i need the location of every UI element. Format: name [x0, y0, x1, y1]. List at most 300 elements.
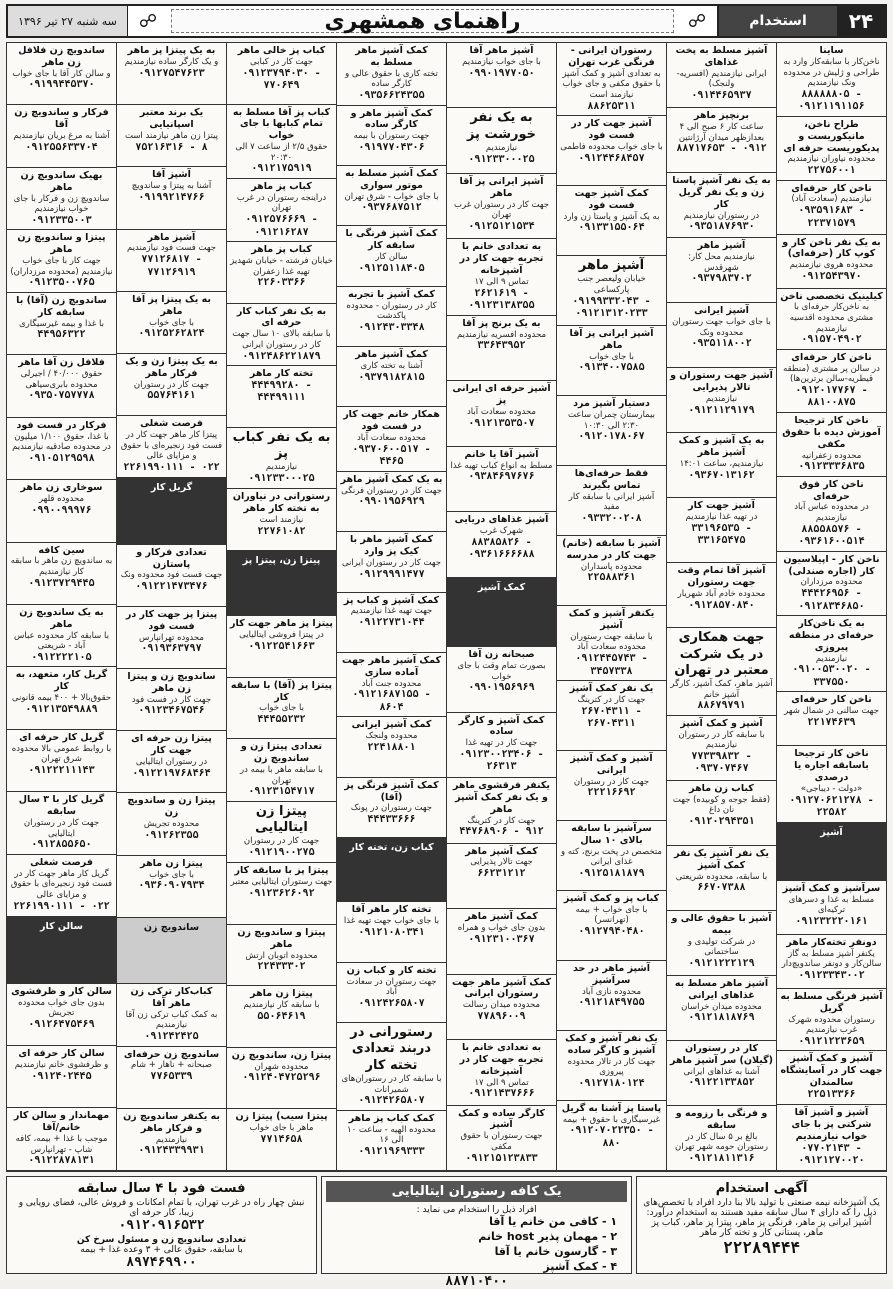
ad-title: ناخن کار - اپیلاسیون کار (اجاره صندلی): [783, 553, 880, 577]
ad-body: جهت فست فود نیازمندیم: [126, 243, 217, 254]
ad-body: آشنا به غذاهای ایرانی: [683, 1066, 760, 1077]
ad-phone: ۰۹۳۷۹۸۳۷۰۲: [691, 273, 752, 285]
ad-title: آشپز ماهر: [147, 231, 196, 243]
ad-title: به تعدادی خانم با تجربه جهت کار در آشپزخانه: [459, 241, 544, 277]
ad-phone: ۲۶۷۰۴۳۱۱ - ۲۶۷۰۴۳۱۱: [581, 705, 642, 730]
ad-title: آشپز و آشپز آقا شرکتی پز با جای خواب نیازمندیم: [791, 1107, 872, 1143]
classified-ad: [117, 43, 226, 105]
classified-ad: [667, 1041, 776, 1106]
ad-body: و یک کارگر ساده نیازمندیم: [124, 56, 219, 67]
ad-phone: ۰۹۱۲۵۲۶۲۸۲۴: [138, 328, 205, 340]
fastfood-phone: ۰۹۱۲۰۹۱۶۵۳۲: [118, 1218, 205, 1233]
classified-ad: [557, 751, 666, 821]
ad-title: به تعدادی خانم با تجربه جهت کار در آشپزخانه: [459, 1042, 544, 1077]
ad-title: به یک پیتزا پز آقا ماهر: [132, 293, 211, 317]
ad-title: به یک نفر خورشت پز: [466, 110, 537, 142]
ad-body: با جای خواب + بیمه (تهرانسر): [575, 904, 648, 926]
italian-positions: [326, 1215, 627, 1274]
classified-ad: [337, 43, 446, 106]
ad-body: محدوده نازی آباد: [581, 986, 642, 997]
ad-body: یکنفر آشپز مسلط به گاز سالن‌کار و دونفر ساندویچ‌دار: [781, 948, 882, 970]
ad-title: به یکنفر ساندویچ زن و فرکار ماهر: [123, 1110, 220, 1134]
ad-title: مهماندار و سالن کار خانم/آقا: [13, 1110, 110, 1134]
ad-title: آشپز ماهر مسلط به غذاهای ایرانی: [674, 977, 769, 1001]
ad-title: کمک آشپز ماهر با کیک پز وارد: [349, 534, 433, 557]
classified-ad: [227, 428, 336, 490]
classified-ad: [557, 116, 666, 186]
ad-phone: ۰۹۱۲۱۸۴۹۷۵۵: [578, 997, 645, 1009]
classified-ad: [557, 891, 666, 961]
ad-body: جهت رستوران در پونک: [350, 803, 433, 814]
ad-phone: ۰۹۱۲۳۳۴۳۰۰۲: [798, 969, 865, 981]
ad-title: رستورانی در دربند تعدادی تخته کار: [350, 1025, 433, 1073]
ad-body: جهت رستوران با حقوق مکفی: [460, 1131, 543, 1152]
ad-phone: ۰۹۱۲۱۳۵۳۵۰۷: [468, 417, 535, 429]
ad-title: کمک آشپز جهت فست فود: [574, 188, 649, 211]
classified-ad: [447, 447, 556, 512]
ad-phone: ۸۸۷۱۷۶۵۳ - ۰۹۱۲: [676, 143, 767, 155]
ad-body: با سابقه کار محدوده عباس آباد - شریعتی: [14, 630, 109, 652]
classified-ad: [447, 713, 556, 778]
classified-ad: [7, 984, 116, 1046]
classified-ad: [227, 986, 336, 1048]
classified-ad: [447, 975, 556, 1040]
ad-phone: ۲۲۶۰۳۳۶۶: [257, 277, 306, 289]
classified-ad: [227, 304, 336, 367]
classified-ad: [667, 846, 776, 911]
ad-title: گریل کار با ۳ سال سابقه: [18, 794, 105, 818]
classified-ad: [447, 239, 556, 315]
ad-phone: ۰۹۱۲۲۸۷۸۱۳۱: [28, 1155, 95, 1167]
ad-phone: ۰۹۱۲۵۵۶۳۳۷۰۴: [25, 141, 98, 153]
classified-ad: [777, 935, 886, 989]
ad-title: آشپز ماهر: [578, 258, 645, 274]
ad-phone: ۰۹۱۲۱۹۰۰۲۷۵: [248, 846, 315, 858]
ad-body: با جای خواب: [589, 351, 634, 362]
classified-ad: [777, 117, 886, 181]
classified-ad: [557, 1031, 666, 1101]
classified-ad: [777, 350, 886, 413]
ad-title: ناخن کار حرفه‌ای: [791, 351, 872, 363]
ad-title: دونفر تخته‌کار ماهر: [786, 936, 877, 948]
ad-column: [7, 43, 116, 1171]
fastfood-title: فست فود با ۴ سال سابقه: [77, 1181, 246, 1196]
classified-ad: [227, 242, 336, 304]
classified-ad: [337, 1023, 446, 1111]
ad-body: با جای خواب: [259, 703, 304, 714]
ad-title: پیتزا زن ایتالیایی: [255, 803, 308, 835]
ad-title: و فرنگی با رزومه و سابقه: [675, 1107, 768, 1131]
ad-phone: ۲۲۶۱۹۹۰۱۱۱ - ۰۲۲: [13, 900, 110, 912]
classified-ad: [777, 1051, 886, 1105]
category-banner: [7, 917, 116, 983]
ad-phone: ۲۲۴۳۳۳۰۲: [257, 961, 306, 973]
ad-phone: ۰۹۱۴۴۶۵۹۳۷: [691, 90, 752, 101]
ad-phone: ۰۹۱۲۱۰۸۰۳۴۱: [358, 926, 425, 938]
classified-ad: [227, 1109, 336, 1171]
classified-ad: [667, 303, 776, 368]
ad-phone: ۰۷۷۰۲۱۴۳ - ۰۹۱۲۱۲۷۰۰۲۰: [798, 1142, 865, 1167]
ad-phone: ۰۹۱۲۳۷۲۹۴۴۵: [28, 577, 95, 589]
classified-ad: [777, 43, 886, 117]
ad-title: کمک آشپز: [477, 581, 526, 593]
classified-ad: [337, 717, 446, 777]
ad-title: آشپز آقا: [152, 169, 191, 181]
ad-title: ساندویچ زن: [143, 921, 200, 933]
ad-title: کمک آشپز ماهر و کارگر ساده: [350, 107, 433, 131]
ad-body: به ناخن‌کار حرفه‌ای با مشتری محدوده اقدسیه نیازمندیم: [789, 302, 874, 334]
classified-ad: [7, 1108, 116, 1171]
ad-phone: ۷۷۳۳۹۸۳۲ - ۰۹۳۷۰۷۴۶۷: [691, 750, 752, 775]
ad-title: آشپز جهت کار: [688, 500, 755, 512]
ad-phone: ۰۹۱۲۱۵۱۲۳۸۳۳: [465, 1152, 538, 1164]
ad-body: و سالن کار آقا با جای خواب: [12, 68, 111, 79]
agahi-ad: [636, 1176, 887, 1274]
ad-phone: ۰۹۱۲۱۳۵۴۹۸۸۹: [25, 703, 98, 715]
classified-ad: [227, 489, 336, 551]
ad-phone: ۰۹۳۵۰۷۵۷۷۷۸: [28, 390, 95, 402]
ad-phone: ۷۷۶۵۳۳۹: [150, 1071, 193, 1083]
ad-body: محدوده تجریش: [143, 819, 200, 830]
classified-ad: [337, 963, 446, 1023]
classified-ad: [117, 856, 226, 918]
ad-title: فقط حرفه‌ای‌ها تماس بگیرند: [574, 468, 649, 491]
ad-title: یکنفر فرقشوی ماهر و یک نفر کمک آشپز ماهر: [453, 780, 550, 815]
position-item: ۲ - مهمان پذیر host خانم: [478, 1229, 618, 1243]
ad-title: پیتزا زن حرفه ای جهت کار: [131, 733, 212, 757]
ad-body: جهت کار در رستوران: [243, 836, 320, 847]
ad-body: جهت تالار پذیرایی: [470, 857, 533, 868]
ad-phone: ۷۷۱۲۶۸۱۷ - ۷۷۱۲۶۹۱۹: [141, 254, 202, 278]
ad-phone: ۰۹۱۲۵۱۸۱۸۷۹: [578, 867, 645, 879]
ad-phone: ۰۹۳۶۰۹۰۷۹۳۴: [138, 880, 205, 892]
ad-title: ناخن کار ترجیحا باسابقه اجاره یا درصدی: [794, 748, 869, 784]
ad-phone: ۰۹۱۳۴۰۰۷۵۸۵: [578, 362, 645, 374]
ad-body: جهت تهیه غذا نیازمندیم: [350, 606, 433, 617]
ad-phone: ۶۶۲۳۱۲۱۲: [477, 868, 526, 880]
classified-ad: [667, 433, 776, 498]
ad-body: نیازمند است: [259, 514, 304, 525]
classified-ad: [447, 381, 556, 446]
ad-title: کمک آشپز با تجربه: [348, 288, 435, 300]
ad-body: (فقط جوجه و کوبیده) جهت نان داغ: [672, 794, 771, 816]
ad-phone: ۰۹۳۶۷۰۱۳۱۶۲: [688, 469, 755, 481]
classified-ad: [337, 347, 446, 407]
ad-phone: ۰۹۱۲۵۴۳۹۷۰: [801, 270, 862, 282]
ad-title: به یک آشپز و کمک آشپز ماهر: [678, 435, 765, 459]
ad-title: به یک نفر ناخن کار و کوپ کار (حرفه‌ای): [782, 236, 881, 260]
ad-title: ناخن کار حرفه‌ای: [791, 182, 872, 194]
ad-title: کباب پز و کمک آشپز: [563, 892, 660, 904]
ad-title: سالن کار: [40, 921, 83, 933]
ad-title: تعدادی پیتزا زن و ساندویچ زن: [240, 741, 323, 765]
ad-body: محدوده میدان خراسان: [681, 1001, 762, 1012]
ad-body: با جای خواب جهت تهیه غذا: [343, 916, 440, 927]
classified-ad: [337, 593, 446, 653]
ad-body: تماس ۹ الی ۱۷: [474, 1077, 529, 1088]
italian-phone: ۸۸۷۱۰۴۰۰: [445, 1274, 508, 1289]
ad-title: کباب پز خالی ماهر: [237, 45, 326, 56]
ad-body: جهت کار در کبابی: [250, 56, 313, 67]
classified-ad: [777, 289, 886, 350]
ad-phone: ۰۹۱۲۲۷۳۱۰۴۴: [358, 617, 425, 628]
ad-phone: ۰۹۱۲۲۵۴۱۶۶۳: [248, 640, 315, 652]
classified-ad: [7, 105, 116, 167]
ad-phone: ۰۹۳۷۹۱۸۲۸۱۵: [358, 371, 425, 383]
ad-body: با جای خواب نیازمندیم: [462, 56, 541, 67]
ad-phone: ۵۵۷۶۴۱۶۱: [147, 390, 196, 402]
classified-ad: [667, 238, 776, 303]
ad-title: کار در رستوران (گیلان) سر آشپز ماهر: [670, 1042, 773, 1066]
classified-ad: [557, 186, 666, 256]
fastfood-ad: [6, 1176, 317, 1274]
classified-ad: [777, 181, 886, 235]
classified-ad: [557, 606, 666, 681]
sandwich-title: تعدادی ساندویچ زن و مسئول سرخ کن: [76, 1235, 247, 1245]
ad-phone: ۴۴۴۵۵۲۳۲: [257, 714, 306, 726]
ad-title: تخته کار ماهر: [249, 368, 314, 380]
classified-ad: [337, 226, 446, 286]
ad-phone: ۰۹۱۲۶۲۳۵۵: [144, 829, 199, 841]
classified-ad: [7, 230, 116, 293]
ad-body: محدوده ولنجک: [365, 731, 418, 742]
ad-body: به یک آشپز و پاستا زن وارد: [563, 211, 660, 222]
ad-phone: ۴۴۷۶۸۹۰۶ - ۹۱۲: [459, 826, 544, 838]
ad-title: ساندویچ زن (آقا) با سابقه کار: [16, 294, 107, 318]
ad-title: یک نفر آشپز و کمک آشپز و کارگر ساده: [565, 1032, 658, 1056]
ad-body: بصورت تمام وقت با جای خواب: [457, 661, 546, 682]
ad-body: خیابان فرشته - خیابان شهدیز تهیه غذا زعفران: [230, 255, 333, 277]
category-banner: [117, 918, 226, 984]
ad-body: محدوده افسریه نیازمندیم: [456, 329, 547, 340]
classified-ad: [337, 166, 446, 226]
ad-phone: ۳۳۶۴۳۹۵۲: [477, 340, 526, 352]
ad-body: در شرکت تولیدی و ساختمانی: [687, 936, 756, 958]
ad-phone: ۰۹۱۲۳۰۰۲۳۴۰۶ - ۲۶۳۱۳: [459, 748, 544, 773]
ad-body: پیتزا کار ماهر جهت کار در فست فود زنجیره‌ای با حقوق و مزایای عالی: [120, 430, 223, 462]
ad-phone: ۸۸۶۲۵۳۱۱: [587, 100, 636, 112]
ad-phone: ۸۸۳۸۵۸۲۶ - ۰۹۳۶۱۶۶۶۶۸۸: [468, 536, 535, 561]
ad-phone: ۷۷۱۴۶۵۸: [260, 1133, 303, 1145]
ad-title: بهیک ساندویچ زن ماهر: [20, 169, 103, 193]
ad-body: محدوده مرزداران: [800, 577, 863, 588]
category-banner: [337, 838, 446, 902]
classified-ad: [337, 532, 446, 592]
classified-ad: [667, 1106, 776, 1171]
ad-title: کباب‌کار ترکی زن ماهر آقا: [130, 986, 213, 1009]
ad-phone: ۰۹۱۲۲۱۹۷۶۸۴۶۴: [132, 767, 211, 779]
ad-title: پیتزا زن، پیتزا پز: [242, 554, 321, 566]
ad-body: با سابقه جهت رستوران محدوده سعادت آباد: [570, 631, 653, 653]
ad-phone: ۰۹۱۵۷۰۴۹۰۲: [801, 334, 862, 346]
ad-body: با سابقه کار در رستوران‌های شمیرانات: [341, 1073, 442, 1095]
classified-ad: [557, 466, 666, 536]
classified-ad: [777, 477, 886, 552]
ad-body: با سابقه ماهر با بیمه در تهران: [240, 765, 323, 786]
category-banner: [227, 551, 336, 617]
ad-title: دستیار آشپز مرد: [573, 398, 650, 410]
ad-column: [776, 43, 886, 1171]
ad-body: با جای خواب - شرق تهران: [344, 191, 439, 202]
ad-title: پیتزا سیب) پیتزا زن: [235, 1111, 328, 1123]
ad-title: تعدادی فرکار و پاستازن: [136, 546, 207, 570]
ad-body: نیازمندیم: [265, 462, 298, 473]
ad-title: آشپز و کمک آشپز: [680, 717, 763, 729]
classified-ad: [667, 976, 776, 1041]
ad-body: حقوق ۲/۵ از ساعت ۷ الی ۲۰:۳۰: [235, 142, 328, 163]
ad-title: آشپز ماهر: [697, 240, 746, 252]
ad-phone: ۰۹۳۷۶۸۷۵۱۲: [361, 202, 422, 214]
ad-title: کمک آشپز ماهر جهت آماده سازی: [341, 654, 442, 678]
classified-ad: [557, 536, 666, 606]
ad-body: در رستوران نیازمندیم: [683, 210, 760, 221]
ad-phone: ۲۲۷۶۱۰۸۲: [257, 525, 306, 537]
ad-title: گریل کار: [150, 482, 193, 494]
classified-ad: [227, 863, 336, 925]
ad-title: سالن کار و ظرفشوی: [11, 985, 112, 997]
ad-title: پیتزا زن، ساندویچ زن: [231, 1049, 332, 1061]
ad-body: پیتزا زن ماهر نیازمند است: [124, 130, 219, 141]
ad-title: آشپز: [820, 826, 843, 838]
ad-column: [226, 43, 336, 1171]
agahi-body: یک آشپزخانه نیمه صنعتی با تولید بالا بنا دارد افراد با تخصص‌های ذیل را که دارای ۴ سال سابقه مفید هستند به استخدام درآورد: آشپز ایرانی پز ماهر، فرنگی پز ماهر، پیتزا پز ماهر، کباب پز ماهر، پستانی کار و تخته کار ماهر: [643, 1198, 880, 1238]
ad-body: در پیتزا فروشی ایتالیایی: [239, 630, 324, 641]
ad-column: [666, 43, 776, 1171]
ad-phone: ۰۹۱۲۸۵۷۰۸۴۰: [688, 599, 755, 611]
classified-ad: [7, 667, 116, 729]
ad-phone: ۰۹۱۲۲۱۳۳۸۵۲: [688, 1077, 755, 1089]
classified-ad: [7, 730, 116, 792]
agahi-phone: ۲۲۲۸۹۴۴۴: [723, 1238, 801, 1257]
classified-ad: [667, 563, 776, 628]
ad-column: [556, 43, 666, 1171]
ad-phone: ۰۹۱۲۳۷۹۴۰۳۰ - ۷۷۰۶۴۹: [242, 67, 321, 91]
ad-body: در سالن پر مشتری (منطقه قیطریه-سالن برترین‌ها): [783, 363, 880, 385]
classified-ad: [557, 396, 666, 466]
ad-title: ساندویچ زن حرفه‌ای: [123, 1048, 220, 1060]
classified-ad: [557, 326, 666, 396]
classified-ad: [7, 480, 116, 542]
ad-phone: ۰۹۱۲۴۰۴۷۲۵۲۹۶: [242, 1072, 321, 1084]
classified-ad: [337, 106, 446, 166]
classified-ad: [777, 746, 886, 822]
ad-phone: ۰۹۳۵۱۱۸۰۰۲: [691, 338, 752, 350]
classified-ad: [7, 293, 116, 355]
ad-body: جهت کار در رستوران ایرانی: [341, 557, 442, 568]
italian-intro: افراد ذیل را استخدام می نماید :: [416, 1205, 537, 1215]
ad-title: ساندویچ زن فلافل زن ماهر: [18, 45, 105, 68]
ad-body: آشپز ایرانی با سابقه کار مفید: [568, 491, 655, 513]
ad-phone: ۰۹۱۲۱۷۵۹۱۹: [251, 163, 312, 175]
ad-phone: ۰۹۱۹۹۲۱۴۷۶۶: [138, 191, 205, 203]
ad-title: کمک آشپز ایرانی: [351, 719, 432, 731]
classified-ad: [667, 108, 776, 173]
ad-body: نیازمندیم (سعادت آباد): [791, 194, 872, 205]
ad-body: محدوده الهیه - ساعت ۱۰ الی ۱۶: [347, 1124, 436, 1146]
classified-ad: [117, 1047, 226, 1109]
ad-phone: ۰۹۳۷۰۶۰۰۵۱۷ - ۴۴۶۵: [352, 443, 431, 468]
ad-phone: ۰۹۳۳۲۰۰۲۰۸: [581, 513, 642, 525]
ad-body: جهت کار در رستوران فرنگی: [341, 485, 442, 496]
ad-phone: ۰۹۱۲۴۲۴۲۵: [144, 1031, 199, 1043]
classified-ad: [7, 418, 116, 480]
ad-title: آشپز آقا تمام وقت جهت رستوران: [677, 565, 766, 589]
ad-title: کمک آشپز مسلط به موتور سواری: [345, 167, 438, 191]
page-number: ۲۴: [837, 6, 885, 36]
classified-ad: [337, 653, 446, 717]
ad-title: ساندویچ زن و پیتزا زن ماهر: [127, 671, 216, 694]
ad-title: آشپز مسلط به پخت غذاهای: [675, 45, 768, 68]
ad-body: «دولت - دیباجی»: [800, 784, 863, 795]
ad-phone: ۷۵۲۱۶۳۱۶ - ۸: [135, 141, 208, 153]
ad-body: رستوران محدوده شهرک غرب نیازمندیم: [788, 1014, 875, 1036]
category-banner: [447, 578, 556, 647]
ads-grid: [6, 42, 887, 1172]
classified-ad: [7, 168, 116, 231]
ad-body: در رستوران ایتالیایی: [135, 756, 208, 767]
classified-ad: [777, 413, 886, 477]
ad-phone: ۰۹۹۰۰۹۹۹۷۶: [31, 504, 92, 516]
classified-ad: [447, 844, 556, 909]
ad-title: آشپز غذاهای دریایی: [454, 514, 549, 526]
classified-ad: [557, 1101, 666, 1171]
ad-title: به یک نفر کباب کار حرفه ای: [236, 305, 327, 329]
classified-ad: [227, 925, 336, 987]
ad-title: فلافل زن آقا ماهر: [18, 357, 105, 369]
classified-ad: [777, 1105, 886, 1171]
ad-phone: ۰۹۱۲۴۴۶۸۴۵۷: [578, 152, 645, 164]
ad-phone: ۰۹۱۲۲۱۴۷۳۴۷۶: [135, 581, 208, 592]
ad-column: [336, 43, 446, 1171]
ad-title: کمک آشپز ماهر جهت رستوران ایرانی: [451, 976, 552, 1000]
ad-body: به تعدادی آشپز و کمک آشپز با حقوق مکفی و جای خواب نیازمند است: [562, 68, 661, 100]
ad-title: صبحانه زن آقا: [468, 649, 535, 661]
ad-title: ساینا: [819, 45, 844, 56]
ad-title: آشپز جهت کار در فست فود: [571, 118, 652, 141]
ad-phone: ۰۹۱۰۵۱۲۹۵۹۸: [28, 452, 95, 464]
ad-title: فرصت شغلی: [30, 856, 93, 868]
ad-body: محدوده سعادت آباد: [357, 433, 426, 444]
ad-body: با جای خواب محدوده فاطمی: [560, 141, 663, 152]
ad-body: جهت کار در رستوران غرب تهران: [454, 199, 549, 221]
ad-body: نیازمندیم، ساعت ۱۴:۰۱: [679, 458, 764, 469]
ad-title: جهت همکاری در یک شرکت معتبر در تهران: [674, 630, 769, 678]
classified-ad: [667, 173, 776, 238]
ad-title: سرآشپز با سابقه بالای ۱۰ سال: [571, 822, 652, 846]
ad-title: آشپز و کمک آشپز ایرانی: [570, 753, 653, 776]
ad-title: آشپز ماهر آقا: [469, 45, 534, 56]
ad-phone: ۲۶۲۱۶۱۹ - ۰۹۱۲۳۱۳۸۳۵۵: [468, 287, 535, 312]
classified-ad: [117, 545, 226, 607]
classified-ad: [227, 802, 336, 864]
classified-ad: [227, 678, 336, 740]
classified-ad: [337, 407, 446, 471]
ad-phone: ۵۵۰۶۴۶۱۹: [257, 1010, 306, 1022]
ad-body: جهت کار در تالار محدوده پیروزی: [567, 1056, 656, 1078]
handshake-icon: ☍: [687, 10, 707, 32]
ad-title: کباب پز ماهر: [251, 244, 312, 256]
ad-title: یک نفر کمک آشپز: [569, 683, 654, 695]
ad-title: تخته کار ماهر آقا: [351, 904, 432, 916]
ad-phone: ۰۹۱۲۰۱۷۷۶۷ - ۸۸۱۰۰۸۷۵: [795, 384, 868, 409]
classified-ad: [337, 778, 446, 838]
ad-phone: ۸۸۶۷۹۷۹۱: [697, 700, 746, 712]
classified-ad: [117, 416, 226, 478]
ad-body: محدوده شهران: [254, 1061, 309, 1072]
classified-ad: [667, 43, 776, 108]
classified-ad: [7, 855, 116, 917]
ad-body: متخصص در پخت برنج، کته و غذای ایرانی: [561, 846, 662, 868]
